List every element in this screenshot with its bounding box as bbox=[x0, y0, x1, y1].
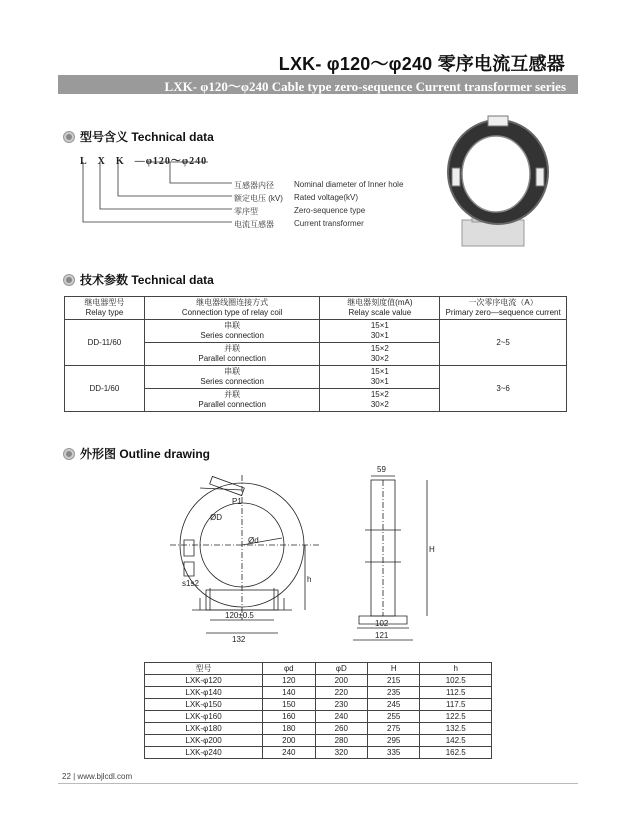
section-outline-drawing bbox=[64, 445, 210, 462]
front-view-drawing bbox=[170, 470, 330, 650]
table-row: LXK-φ240 240 320 335 162.5 bbox=[145, 747, 492, 759]
current-cell: 3~6 bbox=[440, 366, 567, 412]
subtitle-banner bbox=[58, 75, 578, 94]
label-102: 102 bbox=[375, 619, 389, 628]
section-heading: 型号含义 Technical data bbox=[80, 130, 214, 144]
section-heading: 外形图 Outline drawing bbox=[80, 447, 211, 461]
dimension-table bbox=[144, 662, 492, 759]
legend-row-ct bbox=[234, 219, 364, 230]
connection-cell: 并联 Parallel connection bbox=[144, 343, 320, 366]
leader-line-x bbox=[100, 162, 232, 209]
bullet-icon bbox=[64, 132, 74, 142]
section-technical-data bbox=[64, 271, 214, 288]
label-id: Ød bbox=[248, 536, 259, 545]
relay-type-cell: DD-1/60 bbox=[65, 366, 145, 412]
scale-cell: 15×2 30×2 bbox=[320, 343, 440, 366]
relay-type-cell: DD-11/60 bbox=[65, 320, 145, 366]
header-model: 型号 bbox=[145, 663, 263, 675]
legend-en: Zero-sequence type bbox=[294, 206, 366, 215]
legend-en: Nominal diameter of Inner hole bbox=[294, 180, 404, 189]
header-cell: 继电器刻度值(mA) Relay scale value bbox=[320, 297, 440, 320]
section-heading: 技术参数 Technical data bbox=[80, 273, 214, 287]
label-h-small: h bbox=[307, 575, 312, 584]
label-121: 121 bbox=[375, 631, 389, 640]
page-title: LXK- φ120～φ240 零序电流互感器 bbox=[278, 54, 565, 74]
code-letter-k: K bbox=[115, 156, 125, 167]
technical-data-table bbox=[64, 296, 567, 412]
legend-en: Rated voltage(kV) bbox=[294, 193, 359, 202]
legend-cn: 电流互感器 bbox=[234, 220, 274, 229]
table-row: LXK-φ160 160 240 255 122.5 bbox=[145, 711, 492, 723]
label-H: H bbox=[429, 545, 435, 554]
scale-cell: 15×1 30×1 bbox=[320, 320, 440, 343]
header-H: H bbox=[367, 663, 419, 675]
table-row bbox=[65, 320, 567, 343]
product-photo bbox=[440, 112, 560, 252]
side-view-drawing bbox=[345, 462, 445, 647]
table-header-row bbox=[145, 663, 492, 675]
label-120: 120±0.5 bbox=[225, 611, 254, 620]
table-row: LXK-φ200 200 280 295 142.5 bbox=[145, 735, 492, 747]
table-row: LXK-φ180 180 260 275 132.5 bbox=[145, 723, 492, 735]
table-row: LXK-φ140 140 220 235 112.5 bbox=[145, 687, 492, 699]
code-letter-l: L bbox=[80, 156, 88, 167]
header-cell: 继电器型号 Relay type bbox=[65, 297, 145, 320]
label-s1s2: s1s2 bbox=[182, 579, 199, 588]
legend-en: Current transformer bbox=[294, 219, 364, 228]
bullet-icon bbox=[64, 275, 74, 285]
header-D: φD bbox=[315, 663, 367, 675]
legend-cn: 互感器内径 bbox=[234, 181, 274, 190]
label-p1: P1 bbox=[232, 497, 242, 506]
scale-cell: 15×1 30×1 bbox=[320, 366, 440, 389]
label-od: ØD bbox=[210, 513, 222, 522]
leader-line-diameter bbox=[170, 162, 232, 183]
footer-divider bbox=[58, 783, 578, 784]
label-132: 132 bbox=[232, 635, 246, 644]
table-row bbox=[65, 366, 567, 389]
bullet-icon bbox=[64, 449, 74, 459]
connection-cell: 串联 Series connection bbox=[144, 366, 320, 389]
header-h: h bbox=[420, 663, 492, 675]
legend-row-zero-seq bbox=[234, 206, 365, 217]
header-cell: 一次零序电流（A） Primary zero—sequence current bbox=[440, 297, 567, 320]
connection-cell: 并联 Parallel connection bbox=[144, 389, 320, 412]
legend-row-diameter bbox=[234, 180, 403, 191]
current-cell: 2~5 bbox=[440, 320, 567, 366]
code-letter-x: X bbox=[97, 156, 106, 167]
header-cell: 继电器线圈连接方式 Connection type of relay coil bbox=[144, 297, 320, 320]
page-footer: 22 | www.bjlcdl.com bbox=[62, 772, 133, 781]
page-subtitle: LXK- φ120～φ240 Cable type zero-sequence Current transformer series bbox=[164, 79, 566, 94]
table-header-row bbox=[65, 297, 567, 320]
legend-cn: 额定电压 (kV) bbox=[234, 194, 283, 203]
code-suffix: —φ120～φ240 bbox=[134, 156, 208, 167]
leader-line-l bbox=[83, 162, 232, 222]
connection-cell: 串联 Series connection bbox=[144, 320, 320, 343]
code-leader-lines bbox=[78, 160, 238, 230]
section-model-meaning bbox=[64, 128, 214, 145]
leader-line-k bbox=[118, 162, 232, 196]
legend-row-voltage bbox=[234, 193, 358, 204]
scale-cell: 15×2 30×2 bbox=[320, 389, 440, 412]
legend-cn: 零序型 bbox=[234, 207, 258, 216]
table-row: LXK-φ120 120 200 215 102.5 bbox=[145, 675, 492, 687]
header-d: φd bbox=[263, 663, 315, 675]
table-row: LXK-φ150 150 230 245 117.5 bbox=[145, 699, 492, 711]
label-59: 59 bbox=[377, 465, 386, 474]
